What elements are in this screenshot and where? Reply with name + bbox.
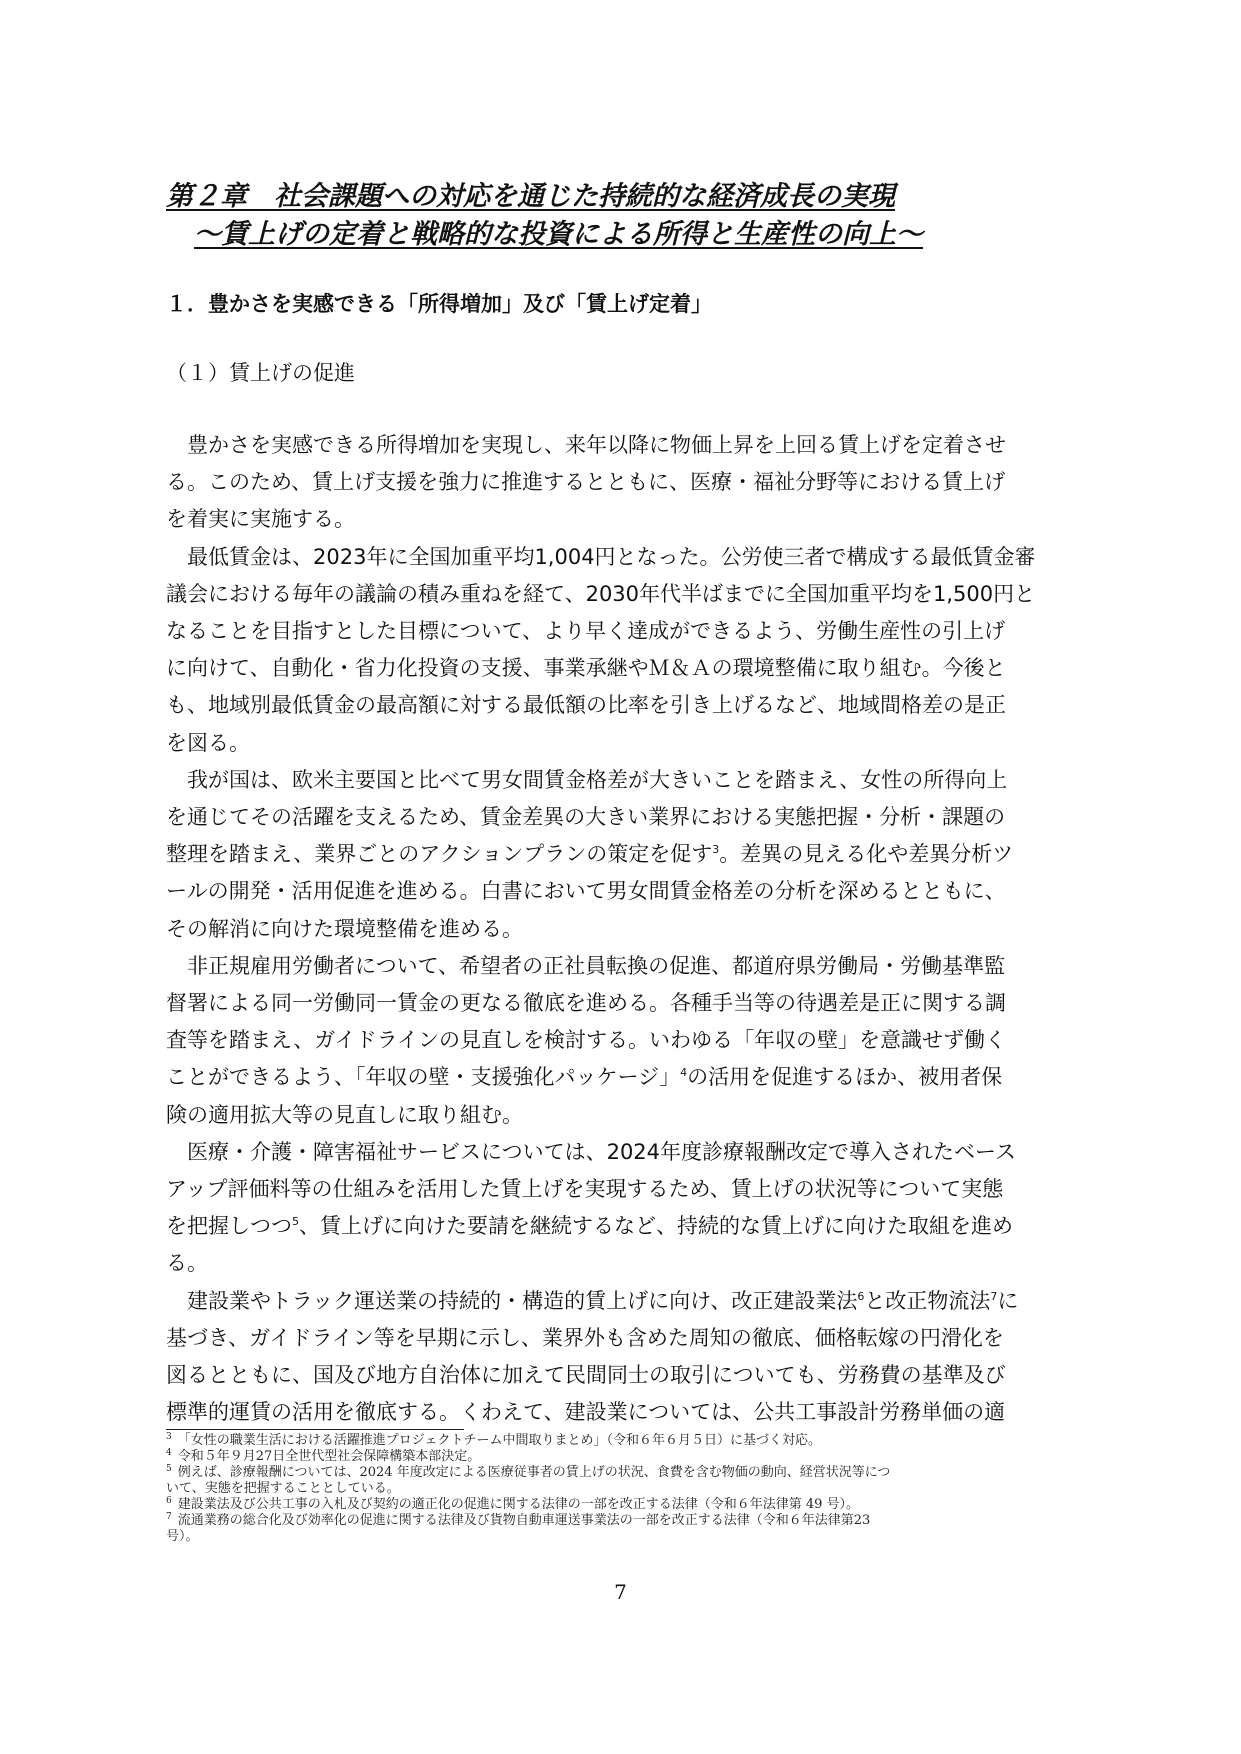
footnote-number: 6 [166,1495,172,1506]
body-text [166,427,1078,1431]
body-line-text: 建設業やトラック運送業の持続的・構造的賃上げに向け、改正建設業法 [166,1288,858,1313]
body-line: その解消に向けた環境整備を進める。 [166,916,523,941]
body-line: 査等を踏まえ、ガイドラインの見直しを検討する。いわゆる「年収の壁」を意識せず働く [166,1028,1006,1053]
body-line-text: 整理を踏まえ、業界ごとのアクションプランの策定を促す [166,842,713,867]
footnote-ref: 4 [680,1066,688,1080]
body-line: 基づき、ガイドライン等を早期に示し、業界外も含めた周知の徹底、価格転嫁の円滑化を [166,1325,1004,1350]
footnote-number: 7 [166,1511,172,1522]
footnote-item [166,1529,1066,1545]
section-heading: １．豊かさを実感できる「所得増加」及び「賃上げ定着」 [166,292,712,316]
body-line-text: の活用を促進するほか、被用者保 [687,1065,1003,1090]
footnote-number: 5 [166,1463,172,1474]
body-line [166,1208,1078,1245]
footnote-item [166,1481,1066,1497]
chapter-title-line-2: ～賃上げの定着と戦略的な投資による所得と生産性の向上～ [194,219,923,250]
body-line-text: ことができるよう、「年収の壁・支援強化パッケージ」 [166,1065,681,1090]
footnote-number: 3 [166,1431,172,1442]
body-line: 我が国は、欧米主要国と比べて男女間賃金格差が大きいことを踏まえ、女性の所得向上 [166,767,1008,792]
body-line: ールの開発・活用促進を進める。白書において男女間賃金格差の分析を深めるとともに、 [166,879,1006,904]
chapter-title [166,178,1066,254]
body-line: る。このため、賃上げ支援を強力に推進するとともに、医療・福祉分野等における賃上げ [166,470,1006,495]
footnote-item [166,1449,1066,1465]
body-line: 険の適用拡大等の見直しに取り組む。 [166,1102,523,1127]
footnote-text: 令和５年９月27日全世代型社会保障構築本部決定。 [177,1449,481,1464]
body-line: を着実に実施する。 [166,507,355,532]
body-line: 非正規雇用労働者について、希望者の正社員転換の促進、都道府県労働局・労働基準監 [166,953,1006,978]
footnote-divider [166,1429,464,1430]
footnote-text: 例えば、診療報酬については、2024 年度改定による医療従事者の賃上げの状況、食費を含む物価の動向、経営状況等につ [177,1465,891,1480]
body-line-text: 。差異の見える化や差異分析ツ [719,842,1014,867]
body-line: を図る。 [166,730,250,755]
body-line: 議会における毎年の議論の積み重ねを経て、2030年代半ばまでに全国加重平均を1,500円と [166,581,1036,606]
body-line: なることを目指すとした目標について、より早く達成ができるよう、労働生産性の引上げ [166,619,1006,644]
body-line-text: と改正物流法 [864,1288,991,1313]
footnote-item [166,1497,1066,1513]
body-line: を通じてその活躍を支えるため、賃金差異の大きい業界における実態把握・分析・課題の [166,805,1006,830]
body-line [166,836,1078,873]
body-line: に向けて、自動化・省力化投資の支援、事業承継やＭ＆Ａの環境整備に取り組む。今後と [166,656,1006,681]
body-line: 豊かさを実感できる所得増加を実現し、来年以降に物価上昇を上回る賃上げを定着させ [166,433,1006,457]
chapter-title-line-1: 第２章 社会課題への対応を通じた持続的な経済成長の実現 [166,181,895,212]
footnote-item [166,1513,1066,1529]
body-line [166,1059,1078,1096]
footnote-text: 建設業法及び公共工事の入札及び契約の適正化の促進に関する法律の一部を改正する法律（令和６年法律第 49 号）。 [177,1497,860,1512]
footnote-ref: 5 [292,1215,299,1229]
body-line: アップ評価料等の仕組みを活用した賃上げを実現するため、賃上げの状況等について実態 [166,1177,1004,1202]
footnote-item [166,1433,1066,1449]
body-line [166,1283,1078,1320]
body-line: 医療・介護・障害福祉サービスについては、2024年度診療報酬改定で導入されたベース [166,1139,1016,1164]
footnote-item [166,1465,1066,1481]
body-line: 最低賃金は、2023年に全国加重平均1,004円となった。公労使三者で構成する最低賃金審 [166,544,1036,569]
body-line: 標準的運賃の活用を徹底する。くわえて、建設業については、公共工事設計労務単価の適 [166,1400,1006,1425]
body-line: 図るとともに、国及び地方自治体に加えて民間同士の取引についても、労務費の基準及び [166,1363,1006,1388]
page-number: 7 [614,1580,627,1604]
footnote-ref: 3 [712,843,720,857]
footnotes [166,1433,1066,1545]
footnote-text: 「女性の職業生活における活躍推進プロジェクトチーム中間取りまとめ」（令和６年６月５日）に基づく対応。 [177,1433,821,1448]
body-line-text: 、賃上げに向けた要請を継続するなど、持続的な賃上げに向けた取組を進め [299,1214,1013,1239]
body-line: も、地域別最低賃金の最高額に対する最低額の比率を引き上げるなど、地域間格差の是正 [166,693,1006,718]
footnote-text: 流通業務の総合化及び効率化の促進に関する法律及び貨物自動車運送事業法の一部を改正する法律（令和６年法律第23 [177,1513,871,1528]
subsection-heading: （１）賃上げの促進 [166,361,355,385]
footnote-ref: 6 [857,1289,865,1303]
body-line-text: に [997,1288,1019,1313]
footnote-ref: 7 [990,1289,998,1303]
footnote-number: 4 [166,1447,172,1458]
footnote-text: いて、実態を把握することとしている。 [166,1481,400,1496]
body-line-text: を把握しつつ [166,1214,292,1239]
body-line: 督署による同一労働同一賃金の更なる徹底を進める。各種手当等の待遇差是正に関する調 [166,991,1006,1016]
body-line: る。 [166,1251,208,1276]
footnote-text: 号）。 [166,1529,199,1544]
